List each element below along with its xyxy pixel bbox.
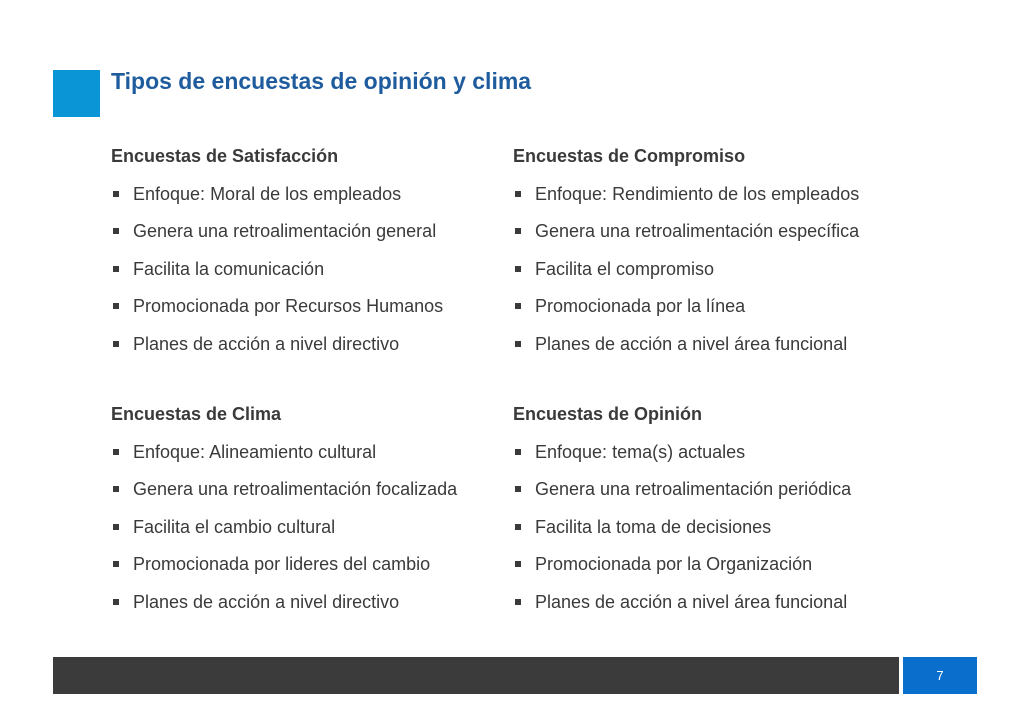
list-item-text: Promocionada por lideres del cambio [133,554,431,574]
square-bullet-icon [113,561,119,567]
list-item [513,441,913,463]
footer-bar [53,657,899,694]
list-item [111,333,511,355]
list-item-text: Planes de acción a nivel área funcional [535,333,848,354]
square-bullet-icon [113,599,119,605]
square-bullet-icon [515,228,521,234]
list-item-text: Facilita la toma de decisiones [535,516,772,537]
list-item [111,441,511,463]
section-heading: Encuestas de Compromiso [513,146,746,166]
list-item [111,516,511,538]
bullet-list [111,183,511,355]
list-item-text: Facilita el compromiso [535,258,715,279]
square-bullet-icon [515,524,521,530]
section-heading: Encuestas de Clima [111,404,282,424]
bullet-list [111,441,511,613]
list-item-text: Promocionada por la línea [535,296,746,316]
list-item [513,591,913,613]
square-bullet-icon [113,341,119,347]
list-item [513,220,913,242]
square-bullet-icon [515,266,521,272]
list-item [513,516,913,538]
square-bullet-icon [113,266,119,272]
list-item [111,553,511,575]
list-item-text: Facilita la comunicación [133,258,325,279]
section-clima [111,403,511,613]
list-item-text: Promocionada por Recursos Humanos [133,296,444,316]
list-item [111,258,511,280]
list-item-text: Enfoque: tema(s) actuales [535,441,746,462]
list-item-text: Genera una retroalimentación general [133,221,437,241]
section-opinion [513,403,913,613]
bullet-list [513,183,913,355]
list-item [111,183,511,205]
list-item-text: Enfoque: Moral de los empleados [133,183,402,204]
square-bullet-icon [515,486,521,492]
section-compromiso [513,145,913,355]
list-item-text: Genera una retroalimentación periódica [535,479,852,499]
list-item [111,478,511,500]
square-bullet-icon [113,449,119,455]
section-satisfaccion [111,145,511,355]
square-bullet-icon [515,191,521,197]
square-bullet-icon [113,303,119,309]
square-bullet-icon [113,191,119,197]
list-item [111,295,511,317]
section-heading: Encuestas de Satisfacción [111,146,339,166]
list-item-text: Planes de acción a nivel directivo [133,333,400,354]
list-item [513,553,913,575]
page-number: 7 [936,668,944,683]
list-item [111,220,511,242]
list-item [513,478,913,500]
title-accent-square [53,70,100,117]
list-item-text: Planes de acción a nivel directivo [133,591,400,612]
list-item-text: Enfoque: Rendimiento de los empleados [535,183,860,204]
list-item-text: Planes de acción a nivel área funcional [535,591,848,612]
page-number-box [903,657,977,694]
list-item-text: Enfoque: Alineamiento cultural [133,441,377,462]
square-bullet-icon [515,561,521,567]
square-bullet-icon [113,228,119,234]
list-item [513,258,913,280]
list-item-text: Promocionada por la Organización [535,554,813,574]
square-bullet-icon [515,449,521,455]
list-item [513,333,913,355]
slide-title: Tipos de encuestas de opinión y clima [111,68,532,94]
list-item-text: Facilita el cambio cultural [133,516,336,537]
list-item [111,591,511,613]
list-item [513,183,913,205]
list-item [513,295,913,317]
bullet-list [513,441,913,613]
list-item-text: Genera una retroalimentación específica [535,221,860,241]
section-heading: Encuestas de Opinión [513,404,703,424]
square-bullet-icon [113,486,119,492]
square-bullet-icon [515,341,521,347]
square-bullet-icon [515,599,521,605]
square-bullet-icon [113,524,119,530]
square-bullet-icon [515,303,521,309]
list-item-text: Genera una retroalimentación focalizada [133,479,458,499]
